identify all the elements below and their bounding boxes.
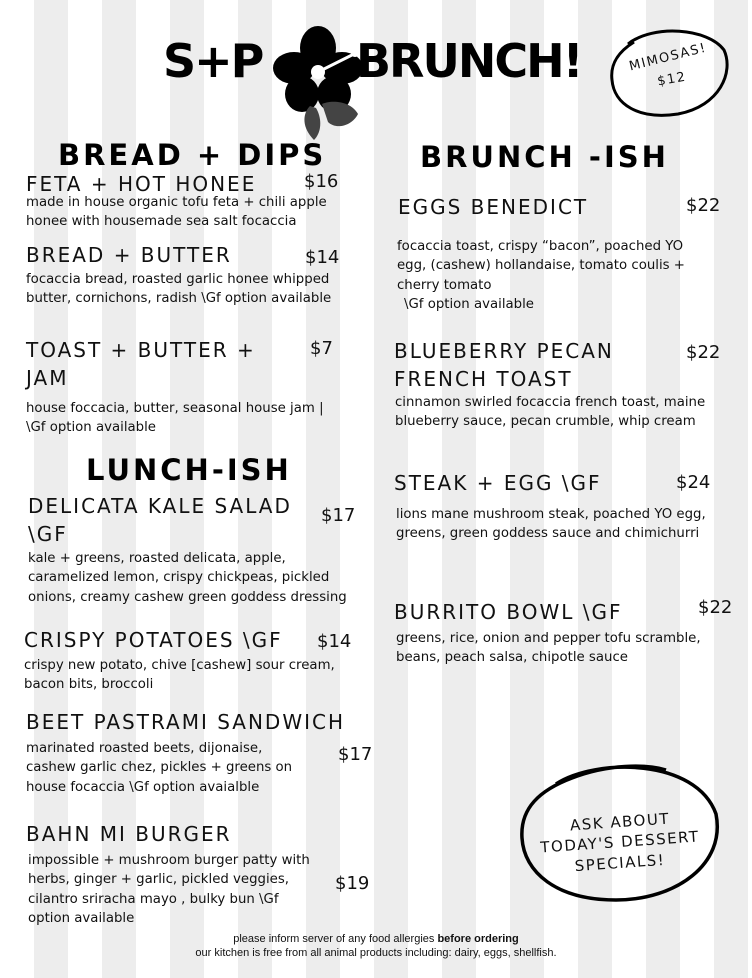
item-desc-blueberry-pecan-french-toast: cinnamon swirled focaccia french toast, maine blueberry sauce, pecan crumble, whip cream: [395, 395, 706, 430]
hibiscus-icon: [272, 22, 364, 144]
footer-kitchen-notice: our kitchen is free from all animal products including: dairy, eggs, shellfish.: [195, 947, 557, 959]
item-name-steak-egg: STEAK + EGG \GF: [394, 471, 602, 495]
item-name-bread-butter: BREAD + BUTTER: [26, 243, 232, 267]
item-desc-bahn-mi-burger: impossible + mushroom burger patty with herbs, ginger + garlic, pickled veggies, cilantro sriracha mayo , bulky bun \Gf option available: [28, 853, 310, 926]
item-price-feta-hot-honee: $16: [304, 171, 339, 192]
item-price-bread-butter: $14: [305, 247, 340, 268]
section-title-bread-dips: BREAD + DIPS: [58, 138, 327, 172]
item-price-steak-egg: $24: [676, 472, 711, 493]
mimosa-label: MIMOSAS!: [627, 40, 709, 75]
item-desc-eggs-benedict: focaccia toast, crispy “bacon”, poached YO egg, (cashew) hollandaise, tomato coulis + cherry tomato: [397, 239, 685, 293]
item-name-delicata-kale-salad: DELICATA KALE SALAD \GF: [28, 494, 292, 546]
item-name-toast-butter-jam: TOAST + BUTTER + JAM: [26, 338, 256, 390]
section-title-lunch-ish: LUNCH-ISH: [86, 453, 292, 487]
item-desc-crispy-potatoes: crispy new potato, chive [cashew] sour cream, bacon bits, broccoli: [24, 658, 335, 693]
logo-right-text: BRUNCH!: [356, 34, 582, 88]
dessert-line-1: ASK ABOUT: [569, 809, 671, 835]
item-name-bahn-mi-burger: BAHN MI BURGER: [26, 822, 232, 846]
item-price-delicata-kale-salad: $17: [321, 505, 356, 526]
item-desc-bread-butter: focaccia bread, roasted garlic honee whipped butter, cornichons, radish \Gf option available: [26, 272, 332, 307]
footer-allergy-notice: [0, 933, 752, 945]
item-desc-beet-pastrami-sandwich: marinated roasted beets, dijonaise, cashew garlic chez, pickles + greens on house focaccia \Gf option avaialble: [26, 741, 293, 795]
item-price-burrito-bowl: $22: [698, 597, 733, 618]
item-price-eggs-benedict: $22: [686, 195, 721, 216]
item-price-blueberry-pecan-french-toast: $22: [686, 342, 721, 363]
item-price-crispy-potatoes: $14: [317, 631, 352, 652]
item-desc-feta-hot-honee: made in house organic tofu feta + chili apple honee with housemade sea salt focaccia: [26, 195, 327, 230]
item-name-eggs-benedict: EGGS BENEDICT: [398, 195, 589, 219]
item-desc-burrito-bowl: greens, rice, onion and pepper tofu scramble, beans, peach salsa, chipotle sauce: [396, 631, 701, 666]
footer-allergy-bold: before ordering: [437, 933, 519, 945]
item-desc-delicata-kale-salad: kale + greens, roasted delicata, apple, caramelized lemon, crispy chickpeas, pickled onions, creamy cashew green goddess dressing: [28, 551, 347, 605]
item-name-blueberry-pecan-french-toast: BLUEBERRY PECAN FRENCH TOAST: [394, 339, 614, 391]
item-name-crispy-potatoes: CRISPY POTATOES \GF: [24, 628, 283, 652]
item-price-toast-butter-jam: $7: [310, 338, 333, 359]
item-price-beet-pastrami-sandwich: $17: [338, 744, 373, 765]
footer-allergy-prefix: please inform server of any food allergies: [233, 933, 438, 945]
item-desc-toast-butter-jam: house foccacia, butter, seasonal house jam | \Gf option available: [26, 401, 324, 436]
dessert-line-3: SPECIALS!: [574, 850, 666, 876]
item-name-feta-hot-honee: FETA + HOT HONEE: [26, 172, 257, 196]
item-price-bahn-mi-burger: $19: [335, 873, 370, 894]
item-name-beet-pastrami-sandwich: BEET PASTRAMI SANDWICH: [26, 710, 346, 734]
item-note-eggs-benedict: \Gf option available: [404, 297, 534, 312]
mimosa-price: $12: [656, 69, 688, 90]
item-name-burrito-bowl: BURRITO BOWL \GF: [394, 600, 623, 624]
dessert-line-2: TODAY'S DESSERT: [539, 827, 701, 857]
item-desc-steak-egg: lions mane mushroom steak, poached YO egg, greens, green goddess sauce and chimichurri: [396, 507, 706, 542]
logo-left-text: S+P: [163, 34, 263, 88]
section-title-brunch-ish: BRUNCH -ISH: [420, 140, 669, 174]
